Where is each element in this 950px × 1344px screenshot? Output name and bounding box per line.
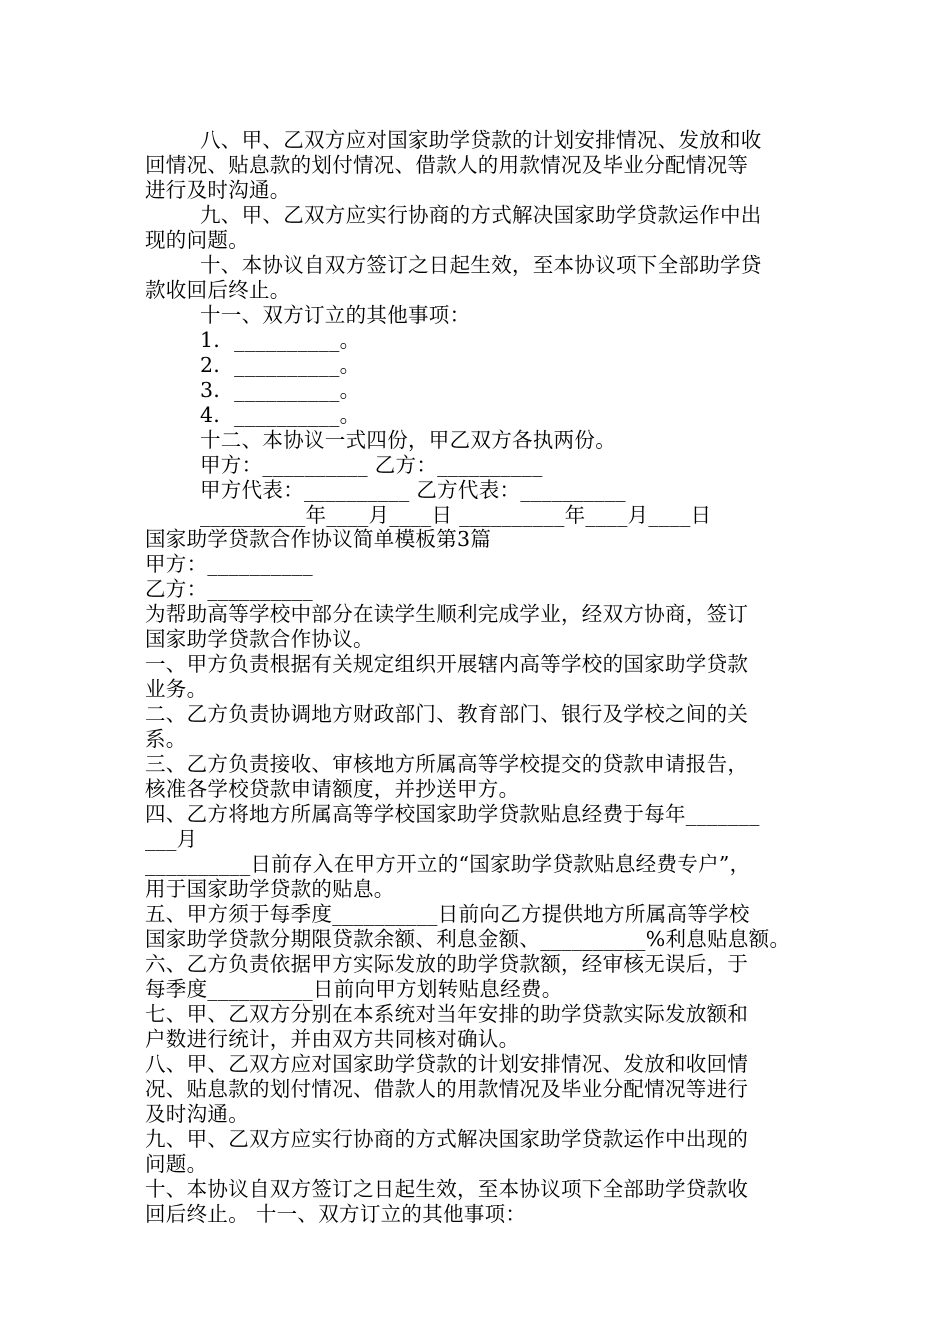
text-line: 现的问题。 [145, 228, 249, 252]
text-line: 八、甲、乙双方应对国家助学贷款的计划安排情况、发放和收回情 [145, 1052, 749, 1076]
text-line: 八、甲、乙双方应对国家助学贷款的计划安排情况、发放和收 [200, 128, 762, 152]
text-line: 系。 [145, 727, 187, 751]
text-line: 1．__________。 [200, 328, 361, 352]
text-line: 款收回后终止。 [145, 278, 291, 302]
text-line: 回情况、贴息款的划付情况、借款人的用款情况及毕业分配情况等 [145, 153, 749, 177]
text-line: 国家助学贷款合作协议。 [145, 627, 374, 651]
text-line: 3．__________。 [200, 378, 361, 402]
text-line: 甲方：__________ 乙方：__________ [200, 453, 543, 477]
text-line: 九、甲、乙双方应实行协商的方式解决国家助学贷款运作中出 [200, 203, 762, 227]
text-line: 七、甲、乙双方分别在本系统对当年安排的助学贷款实际发放额和 [145, 1002, 749, 1026]
text-line: 十一、双方订立的其他事项： [200, 303, 471, 327]
text-line: 四、乙方将地方所属高等学校国家助学贷款贴息经费于每年_______ [145, 802, 760, 826]
text-line: 三、乙方负责接收、审核地方所属高等学校提交的贷款申请报告， [145, 752, 749, 776]
text-line: 2．__________。 [200, 353, 361, 377]
text-line: 乙方：__________ [145, 577, 313, 601]
text-line: ___月 [145, 827, 198, 851]
text-line: 六、乙方负责依据甲方实际发放的助学贷款额，经审核无误后，于 [145, 952, 749, 976]
text-line: 甲方：__________ [145, 552, 313, 576]
text-line: 业务。 [145, 677, 208, 701]
text-line: 九、甲、乙双方应实行协商的方式解决国家助学贷款运作中出现的 [145, 1127, 749, 1151]
text-line: 国家助学贷款分期限贷款余额、利息金额、__________%利息贴息额。 [145, 927, 791, 951]
text-line: 为帮助高等学校中部分在读学生顺利完成学业，经双方协商，签订 [145, 602, 749, 626]
text-line: __________日前存入在甲方开立的“国家助学贷款贴息经费专户”， [145, 852, 751, 876]
text-line: 问题。 [145, 1152, 208, 1176]
text-line: 五、甲方须于每季度__________日前向乙方提供地方所属高等学校 [145, 902, 750, 926]
text-line: 十、本协议自双方签订之日起生效，至本协议项下全部助学贷 [200, 253, 762, 277]
text-line: 用于国家助学贷款的贴息。 [145, 877, 395, 901]
text-line: 一、甲方负责根据有关规定组织开展辖内高等学校的国家助学贷款 [145, 652, 749, 676]
text-line: 国家助学贷款合作协议简单模板第3篇 [145, 527, 492, 551]
text-line: 十、本协议自双方签订之日起生效，至本协议项下全部助学贷款收 [145, 1177, 749, 1201]
text-line: 二、乙方负责协调地方财政部门、教育部门、银行及学校之间的关 [145, 702, 749, 726]
text-line: __________年____月____日 __________年____月____日 [200, 503, 712, 527]
text-line: 4．__________。 [200, 403, 361, 427]
text-line: 回后终止。 十一、双方订立的其他事项： [145, 1202, 527, 1226]
text-line: 进行及时沟通。 [145, 178, 291, 202]
text-line: 及时沟通。 [145, 1102, 249, 1126]
text-line: 十二、本协议一式四份，甲乙双方各执两份。 [200, 428, 616, 452]
text-line: 况、贴息款的划付情况、借款人的用款情况及毕业分配情况等进行 [145, 1077, 749, 1101]
text-line: 户数进行统计，并由双方共同核对确认。 [145, 1027, 520, 1051]
text-line: 甲方代表：__________ 乙方代表：__________ [200, 478, 626, 502]
text-line: 核准各学校贷款申请额度，并抄送甲方。 [145, 777, 520, 801]
text-line: 每季度__________日前向甲方划转贴息经费。 [145, 977, 563, 1001]
